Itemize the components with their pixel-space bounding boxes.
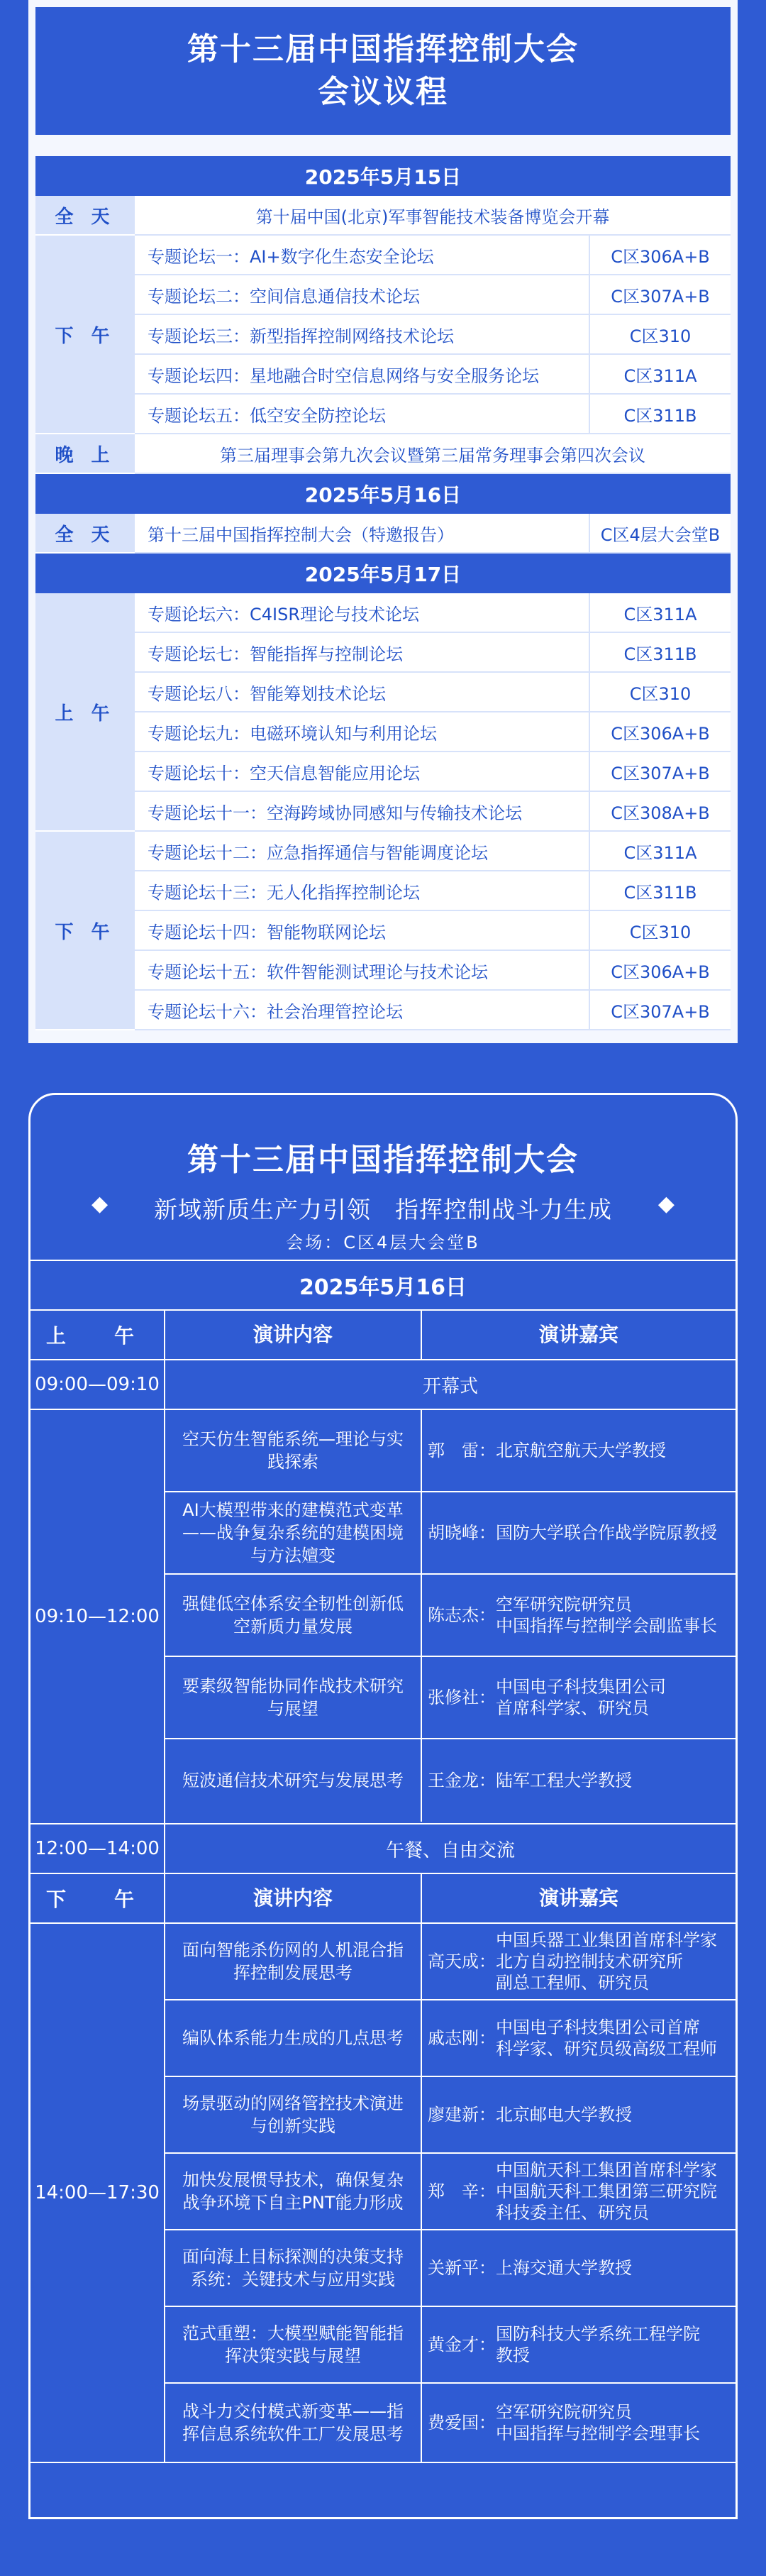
speaker-name: 郑 辛：	[428, 2181, 496, 2201]
speaker	[422, 2230, 736, 2306]
agenda-room: C区306A+B	[589, 712, 731, 751]
conference-theme: 新域新质生产力引领 指挥控制战斗力生成	[154, 1196, 612, 1223]
speaker	[422, 2384, 736, 2462]
speaker-position: 北京邮电大学教授	[496, 2105, 632, 2125]
speaker-position: 空军研究院研究员 中国指挥与控制学会副监事长	[496, 1595, 717, 1636]
agenda-room: C区311A	[589, 593, 731, 632]
diamond-icon: ◆	[657, 1191, 675, 1216]
agenda-row	[135, 355, 731, 395]
speaker-column-header: 演讲嘉宾	[538, 1323, 618, 1346]
speaker-position: 国防科技大学系统工程学院 教授	[496, 2324, 700, 2365]
talk-topic: 空天仿生智能系统—理论与实践探索	[165, 1410, 422, 1491]
agenda-row	[135, 434, 731, 474]
agenda-event-name: 第三届理事会第九次会议暨第三届常务理事会第四次会议	[220, 445, 645, 466]
agenda-panel	[28, 0, 738, 1043]
topic-column-header: 演讲内容	[165, 1311, 422, 1359]
talk-topic: 强健低空体系安全韧性创新低空新质力量发展	[165, 1575, 422, 1656]
agenda-room: C区307A+B	[589, 275, 731, 314]
agenda-row	[135, 236, 731, 275]
topic-column-header: 演讲内容	[165, 1874, 422, 1922]
agenda-period-group	[35, 514, 731, 554]
speaker	[422, 2307, 736, 2382]
agenda-event-name: 专题论坛十六：社会治理管控论坛	[148, 1001, 403, 1022]
agenda-room: C区307A+B	[589, 752, 731, 791]
lunch-break: 午餐、自由交流	[385, 1839, 515, 1861]
agenda-period-group	[35, 236, 731, 434]
talk-row	[165, 2230, 736, 2307]
speaker-name: 胡晓峰：	[428, 1523, 496, 1543]
agenda-event-name: 专题论坛十五：软件智能测试理论与技术论坛	[148, 962, 488, 982]
talk-topic: 短波通信技术研究与发展思考	[165, 1739, 422, 1822]
talk-row	[165, 1739, 736, 1822]
conference-panel	[28, 1093, 738, 2519]
speaker-position: 中国航天科工集团首席科学家 中国航天科工集团第三研究院 科技委主任、研究员	[496, 2160, 717, 2223]
speaker-name: 郭 雷：	[428, 1441, 496, 1460]
agenda-room: C区4层大会堂B	[589, 514, 731, 552]
agenda-period-group	[35, 196, 731, 236]
agenda-period-group	[35, 434, 731, 474]
talk-row	[165, 1492, 736, 1575]
talk-topic: 面向智能杀伤网的人机混合指挥控制发展思考	[165, 1924, 422, 1999]
agenda-event-name: 专题论坛十四：智能物联网论坛	[148, 922, 386, 942]
agenda-row	[135, 275, 731, 315]
time-slot: 09:10—12:00	[30, 1410, 165, 1823]
talk-topic: AI大模型带来的建模范式变革——战争复杂系统的建模困境与方法嬗变	[165, 1492, 422, 1573]
talk-row	[165, 2307, 736, 2384]
agenda-date-row: 2025年5月15日	[35, 156, 731, 196]
talk-row	[165, 1410, 736, 1492]
conference-date-row: 2025年5月16日	[30, 1261, 736, 1311]
agenda-room: C区310	[589, 315, 731, 353]
agenda-title: 第十三届中国指挥控制大会	[187, 31, 579, 67]
agenda-room: C区311B	[589, 633, 731, 671]
agenda-row	[135, 871, 731, 911]
speaker	[422, 2000, 736, 2076]
speaker-position: 中国兵器工业集团首席科学家 北方自动控制技术研究所 副总工程师、研究员	[496, 1930, 717, 1993]
agenda-row	[135, 792, 731, 832]
period-label: 上 午	[30, 1311, 165, 1359]
talk-topic: 范式重塑：大模型赋能智能指挥决策实践与展望	[165, 2307, 422, 2382]
talk-row	[165, 1924, 736, 2000]
agenda-date-row: 2025年5月16日	[35, 474, 731, 514]
agenda-row	[135, 832, 731, 871]
agenda-room: C区306A+B	[589, 236, 731, 274]
period-label: 下 午	[30, 1874, 165, 1922]
time-slot: 12:00—14:00	[30, 1824, 165, 1873]
speaker-name: 戚志刚：	[428, 2028, 496, 2048]
talk-row	[165, 2077, 736, 2154]
agenda-event-name: 第十届中国(北京)军事智能技术装备博览会开幕	[255, 207, 610, 227]
speaker	[422, 2154, 736, 2229]
agenda-event-name: 专题论坛十一：空海跨域协同感知与传输技术论坛	[148, 803, 522, 823]
agenda-event-name: 专题论坛十：空天信息智能应用论坛	[148, 763, 420, 783]
agenda-event-name: 专题论坛七：智能指挥与控制论坛	[148, 644, 403, 664]
agenda-event-name: 专题论坛九：电磁环境认知与利用论坛	[148, 723, 437, 744]
speaker-name: 陈志杰：	[428, 1605, 496, 1625]
agenda-room: C区306A+B	[589, 951, 731, 989]
agenda-room: C区308A+B	[589, 792, 731, 830]
diamond-icon: ◆	[91, 1191, 109, 1216]
talk-row	[165, 1657, 736, 1739]
talk-topic: 加快发展惯导技术，确保复杂战争环境下自主PNT能力形成	[165, 2154, 422, 2229]
speaker	[422, 1657, 736, 1738]
speaker-position: 上海交通大学教授	[496, 2258, 632, 2278]
agenda-period-label: 下 午	[35, 236, 135, 434]
morning-session-block	[30, 1410, 736, 1824]
afternoon-header-row	[30, 1874, 736, 1924]
agenda-title-box	[35, 7, 731, 135]
agenda-event-name: 专题论坛十三：无人化指挥控制论坛	[148, 882, 420, 903]
agenda-event-name: 专题论坛三：新型指挥控制网络技术论坛	[148, 326, 454, 346]
time-slot: 09:00—09:10	[30, 1360, 165, 1409]
agenda-event-name: 专题论坛二：空间信息通信技术论坛	[148, 286, 420, 307]
agenda-period-label: 全 天	[35, 196, 135, 236]
talk-row	[165, 2000, 736, 2077]
agenda-room: C区311A	[589, 355, 731, 393]
speaker	[422, 2077, 736, 2152]
agenda-event-name: 专题论坛十二：应急指挥通信与智能调度论坛	[148, 842, 488, 863]
speaker-name: 张修社：	[428, 1688, 496, 1707]
agenda-room: C区307A+B	[589, 991, 731, 1029]
agenda-row	[135, 593, 731, 633]
lunch-row	[30, 1824, 736, 1874]
talk-row	[165, 2384, 736, 2462]
speaker-position: 陆军工程大学教授	[496, 1771, 632, 1790]
speaker	[422, 1575, 736, 1656]
talk-topic: 要素级智能协同作战技术研究与展望	[165, 1657, 422, 1738]
talk-topic: 编队体系能力生成的几点思考	[165, 2000, 422, 2076]
time-slot: 14:00—17:30	[30, 1924, 165, 2462]
agenda-row	[135, 951, 731, 991]
agenda-event-name: 专题论坛五：低空安全防控论坛	[148, 405, 386, 426]
agenda-row	[135, 752, 731, 792]
conference-venue: 会场：C区4层大会堂B	[286, 1233, 480, 1253]
speaker-position: 中国电子科技集团公司 首席科学家、研究员	[496, 1677, 666, 1718]
agenda-room: C区311B	[589, 395, 731, 433]
speaker-column-header: 演讲嘉宾	[538, 1886, 618, 1910]
agenda-period-label: 上 午	[35, 593, 135, 832]
conference-title: 第十三届中国指挥控制大会	[187, 1142, 579, 1178]
speaker-position: 国防大学联合作战学院原教授	[496, 1523, 717, 1543]
agenda-period-group	[35, 593, 731, 832]
agenda-event-name: 专题论坛四：星地融合时空信息网络与安全服务论坛	[148, 365, 539, 386]
agenda-row	[135, 911, 731, 951]
morning-header-row	[30, 1311, 736, 1360]
opening-ceremony: 开幕式	[422, 1375, 478, 1397]
afternoon-session-block	[30, 1924, 736, 2463]
agenda-period-label: 下 午	[35, 832, 135, 1030]
agenda-event-name: 专题论坛一：AI+数字化生态安全论坛	[148, 246, 434, 267]
speaker-position: 空军研究院研究员 中国指挥与控制学会理事长	[496, 2402, 700, 2443]
speaker-name: 黄金才：	[428, 2335, 496, 2355]
agenda-row	[135, 315, 731, 355]
speaker-name: 费爱国：	[428, 2413, 496, 2433]
speaker-name: 关新平：	[428, 2258, 496, 2278]
speaker-position: 中国电子科技集团公司首席 科学家、研究员级高级工程师	[496, 2018, 717, 2059]
speaker-name: 王金龙：	[428, 1771, 496, 1790]
talk-row	[165, 2154, 736, 2230]
agenda-period-label: 晚 上	[35, 434, 135, 474]
speaker	[422, 1410, 736, 1491]
conference-header	[30, 1095, 736, 1260]
agenda-row	[135, 395, 731, 434]
speaker	[422, 1739, 736, 1822]
agenda-date-row: 2025年5月17日	[35, 554, 731, 593]
agenda-room: C区311A	[589, 832, 731, 870]
agenda-row	[135, 991, 731, 1030]
agenda-period-label: 全 天	[35, 514, 135, 554]
agenda-period-group	[35, 832, 731, 1030]
agenda-event-name: 专题论坛八：智能筹划技术论坛	[148, 683, 386, 704]
speaker	[422, 1492, 736, 1573]
conference-schedule-table	[30, 1260, 736, 2463]
talk-topic: 战斗力交付模式新变革——指挥信息系统软件工厂发展思考	[165, 2384, 422, 2462]
agenda-subtitle: 会议议程	[318, 74, 448, 110]
agenda-room: C区310	[589, 911, 731, 950]
agenda-row	[135, 196, 731, 236]
agenda-event-name: 专题论坛六：C4ISR理论与技术论坛	[148, 604, 420, 624]
agenda-row	[135, 633, 731, 673]
agenda-row	[135, 712, 731, 752]
agenda-row	[135, 514, 731, 554]
talk-row	[165, 1575, 736, 1657]
opening-row	[30, 1360, 736, 1410]
speaker-name: 廖建新：	[428, 2105, 496, 2125]
speaker-name: 高天成：	[428, 1952, 496, 1971]
talk-topic: 场景驱动的网络管控技术演进与创新实践	[165, 2077, 422, 2152]
agenda-room: C区310	[589, 673, 731, 711]
agenda-row	[135, 673, 731, 712]
agenda-table	[35, 156, 731, 1030]
talk-topic: 面向海上目标探测的决策支持系统：关键技术与应用实践	[165, 2230, 422, 2306]
speaker-position: 北京航空航天大学教授	[496, 1441, 666, 1460]
agenda-room: C区311B	[589, 871, 731, 910]
speaker	[422, 1924, 736, 1999]
agenda-event-name: 第十三届中国指挥控制大会（特邀报告）	[148, 524, 454, 545]
